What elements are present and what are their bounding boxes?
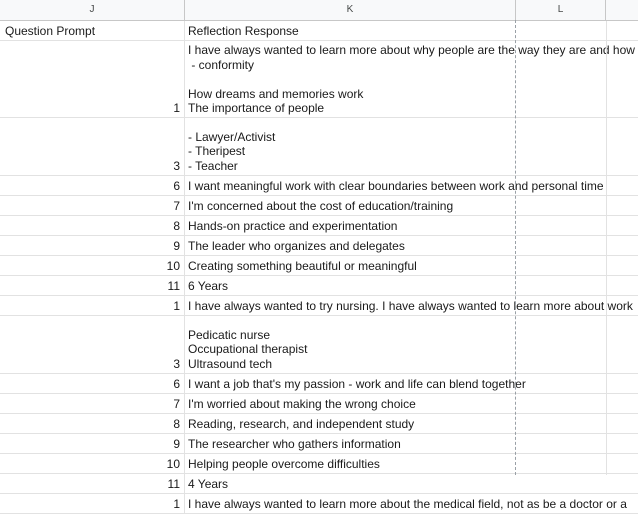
prompt-cell[interactable] (0, 21, 185, 40)
response-text: I have always wanted to learn more about the medical field, not as be a doctor or a (188, 496, 627, 511)
response-text: I want meaningful work with clear boundaries between work and personal time (188, 178, 604, 193)
column-header-j[interactable]: J (0, 0, 185, 20)
response-text: - Lawyer/Activist - Theripest - Teacher (188, 129, 276, 173)
prompt-cell[interactable] (0, 236, 185, 255)
response-text: I have always wanted to try nursing. I have always wanted to learn more about work (188, 298, 633, 313)
table-row (0, 434, 638, 454)
prompt-cell[interactable] (0, 454, 185, 473)
prompt-number: 3 (173, 159, 180, 173)
response-cell[interactable] (185, 118, 638, 175)
response-text: The leader who organizes and delegates (188, 238, 405, 253)
table-row (0, 316, 638, 374)
prompt-cell[interactable] (0, 374, 185, 393)
response-text: Helping people overcome difficulties (188, 456, 380, 471)
table-row (0, 276, 638, 296)
response-cell[interactable] (185, 236, 638, 255)
response-cell[interactable] (185, 474, 638, 493)
prompt-cell[interactable] (0, 316, 185, 373)
prompt-number: 8 (173, 219, 180, 233)
response-text: I'm concerned about the cost of education/training (188, 198, 454, 213)
response-cell[interactable] (185, 176, 638, 195)
prompt-cell[interactable] (0, 494, 185, 513)
response-text: 6 Years (188, 278, 229, 293)
table-row (0, 474, 638, 494)
response-text: I'm worried about making the wrong choice (188, 396, 416, 411)
prompt-number: 3 (173, 357, 180, 371)
response-cell[interactable] (185, 276, 638, 295)
response-text: The researcher who gathers information (188, 436, 401, 451)
prompt-number: 9 (173, 437, 180, 451)
table-row (0, 176, 638, 196)
prompt-cell[interactable] (0, 296, 185, 315)
column-header-next[interactable] (606, 0, 638, 20)
table-row (0, 196, 638, 216)
response-text: Hands-on practice and experimentation (188, 218, 398, 233)
table-row (0, 414, 638, 434)
response-text: I have always wanted to learn more about why people are the way they are and how - conformity How dreams and memories work The importance of people (188, 43, 635, 115)
prompt-cell[interactable] (0, 196, 185, 215)
response-text: Creating something beautiful or meaningful (188, 258, 417, 273)
prompt-cell[interactable] (0, 118, 185, 175)
column-header-k[interactable]: K (185, 0, 516, 20)
prompt-cell[interactable] (0, 256, 185, 275)
prompt-cell[interactable] (0, 434, 185, 453)
response-text: Pedicatic nurse Occupational therapist Ultrasound tech (188, 327, 308, 371)
table-row (0, 118, 638, 176)
prompt-number: 7 (173, 397, 180, 411)
response-text: I want a job that's my passion - work and life can blend together (188, 376, 526, 391)
prompt-number: 7 (173, 199, 180, 213)
response-cell[interactable] (185, 216, 638, 235)
header-row (0, 21, 638, 41)
response-cell[interactable] (185, 316, 638, 373)
response-text: Reflection Response (188, 23, 299, 38)
prompt-number: 11 (167, 279, 180, 293)
prompt-number: 1 (173, 497, 180, 511)
response-cell[interactable] (185, 494, 638, 513)
prompt-text: Question Prompt (5, 24, 96, 38)
spreadsheet-grid (0, 21, 638, 514)
prompt-number: 6 (173, 377, 180, 391)
response-cell[interactable] (185, 394, 638, 413)
table-row (0, 216, 638, 236)
column-header-l[interactable]: L (516, 0, 606, 20)
response-text: Reading, research, and independent study (188, 416, 415, 431)
response-cell[interactable] (185, 414, 638, 433)
response-cell[interactable] (185, 454, 638, 473)
prompt-number: 1 (173, 101, 180, 115)
response-cell[interactable] (185, 41, 638, 117)
prompt-number: 10 (166, 259, 180, 273)
table-row (0, 41, 638, 118)
table-row (0, 296, 638, 316)
table-row (0, 236, 638, 256)
table-row (0, 394, 638, 414)
prompt-cell[interactable] (0, 474, 185, 493)
response-cell[interactable] (185, 374, 638, 393)
column-header-bar (0, 0, 638, 21)
prompt-number: 9 (173, 239, 180, 253)
prompt-cell[interactable] (0, 176, 185, 195)
response-cell[interactable] (185, 21, 638, 40)
response-cell[interactable] (185, 434, 638, 453)
table-row (0, 454, 638, 474)
response-cell[interactable] (185, 256, 638, 275)
prompt-number: 10 (166, 457, 180, 471)
response-text: 4 Years (188, 476, 229, 491)
table-row (0, 494, 638, 514)
prompt-cell[interactable] (0, 276, 185, 295)
table-row (0, 256, 638, 276)
prompt-cell[interactable] (0, 414, 185, 433)
prompt-number: 1 (173, 299, 180, 313)
prompt-cell[interactable] (0, 394, 185, 413)
response-cell[interactable] (185, 196, 638, 215)
prompt-number: 11 (167, 477, 180, 491)
prompt-number: 8 (173, 417, 180, 431)
prompt-cell[interactable] (0, 41, 185, 117)
table-row (0, 374, 638, 394)
response-cell[interactable] (185, 296, 638, 315)
prompt-cell[interactable] (0, 216, 185, 235)
prompt-number: 6 (173, 179, 180, 193)
